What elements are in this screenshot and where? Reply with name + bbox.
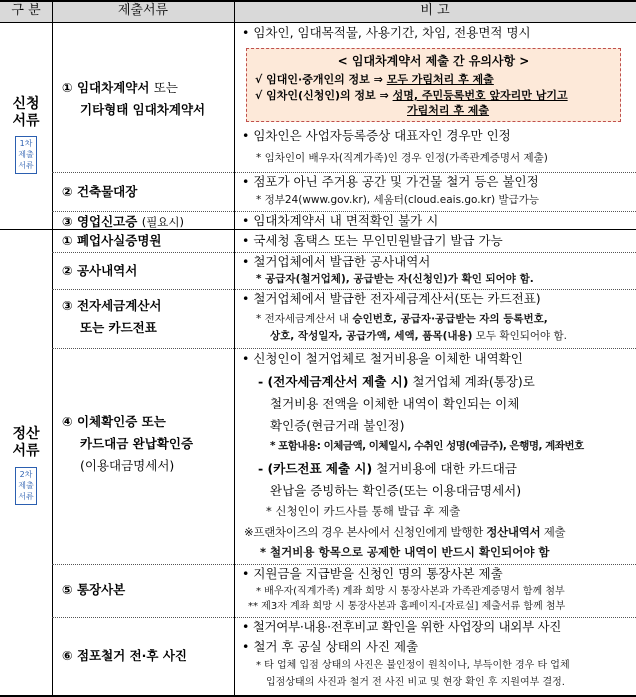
- doc-card-receipt: 또는 카드전표: [80, 320, 157, 335]
- section-label-settle: 정산 서류: [12, 426, 40, 459]
- remark-transfer-no-cash: 확인증(현금거래 불인정): [270, 418, 405, 433]
- notice-title: < 임대차계약서 제출 간 유의사항 >: [337, 54, 530, 68]
- remark-photos-exception-cont: 입점상태의 사진과 철거 전 사진 비교 및 현장 확인 후 지원여부 결정.: [266, 677, 565, 688]
- remark-photos-exception: * 타 업체 입점 상태의 사진은 불인정이 원칙이나, 부득이한 경우 타 업체: [256, 660, 570, 671]
- remark-building-issuance: * 정부24(www.gov.kr), 세움터(cloud.eais.go.kr) 발급가능: [256, 194, 540, 206]
- remark-bankbook: • 지원금을 지급받을 신청인 명의 통장사본 제출: [242, 566, 503, 581]
- remark-card-payment-proof: 완납을 증빙하는 확인증(또는 이용대금명세서): [270, 483, 522, 498]
- doc-business-permit: ③ 영업신고증 (필요시): [62, 214, 185, 229]
- doc-closure-certificate: ① 폐업사실증명원: [62, 233, 162, 248]
- badge-second-submission: 2차 제출 서류: [15, 467, 37, 505]
- row-divider: [52, 211, 636, 212]
- header-remarks: 비 고: [234, 0, 636, 22]
- table-border-top: [0, 0, 636, 2]
- remark-permit-condition: • 임대차계약서 내 면적확인 불가 시: [242, 213, 439, 228]
- remark-lease-required-items: • 임차인, 임대목적물, 사용기간, 차임, 전용면적 명시: [242, 25, 531, 40]
- doc-tax-invoice: ③ 전자세금계산서: [62, 298, 162, 313]
- remark-transfer-full-amount: 철거비용 전액을 이체한 내역이 확인되는 이체: [270, 396, 520, 411]
- doc-lease-contract: ① 임대차계약서 또는: [62, 80, 178, 95]
- remark-transfer-included-fields: * 포함내용: 이체금액, 이체일시, 수취인 성명(예금주), 은행명, 계좌번호: [270, 440, 584, 452]
- doc-lease-contract-alt: 기타형태 임대차계약서: [80, 102, 206, 117]
- notice-tenant-info: √ 임차인(신청인)의 정보 ⇒ 성명, 주민등록번호 앞자리만 남기고: [255, 89, 568, 102]
- remark-work-statement: • 철거업체에서 발급한 공사내역서: [242, 254, 431, 269]
- remark-card-issuance: * 신청인이 카드사를 통해 발급 후 제출: [266, 504, 461, 518]
- remark-franchise-note: * 철거비용 항목으로 공제한 내역이 반드시 확인되어야 함: [260, 545, 550, 559]
- remark-bankbook-spouse: * 배우자(직계가족) 계좌 희망 시 통장사본과 가족관계증명서 함께 첨부: [256, 586, 565, 597]
- row-divider: [52, 172, 636, 173]
- row-divider: [52, 289, 636, 290]
- doc-building-register: ② 건축물대장: [62, 184, 138, 199]
- doc-card-statement: (이용대금명세서): [80, 458, 175, 473]
- remark-tax-invoice-fields-cont: 상호, 작성일자, 공급가액, 세액, 품목(내용) 모두 확인되어야 함.: [270, 330, 567, 342]
- remark-transfer-check: • 신청인이 철거업체로 철거비용을 이체한 내역확인: [242, 351, 523, 366]
- remark-photos-vacant: • 철거 후 공실 상태의 사진 제출: [242, 639, 419, 654]
- remark-franchise: ※프랜차이즈의 경우 본사에서 신청인에게 발행한 정산내역서 제출: [244, 525, 566, 539]
- remark-photos-purpose: • 철거여부·내용·전후비교 확인을 위한 사업장의 내외부 사진: [242, 619, 562, 634]
- remark-tax-invoice: • 철거업체에서 발급한 전자세금계산서(또는 카드전표): [242, 291, 541, 306]
- doc-transfer-confirmation: ④ 이체확인증 또는: [62, 414, 166, 429]
- doc-work-statement: ② 공사내역서: [62, 263, 138, 278]
- badge-first-submission: 1차 제출 서류: [15, 136, 37, 174]
- row-divider: [52, 617, 636, 618]
- remark-bankbook-third-party: ** 제3자 계좌 희망 시 통장사본과 홈페이지-[자료실] 제출서류 함께 첨부: [248, 601, 566, 612]
- row-divider: [52, 348, 636, 349]
- doc-card-payment-confirmation: 카드대금 완납확인증: [80, 436, 194, 451]
- doc-bankbook-copy: ⑤ 통장사본: [62, 582, 126, 597]
- row-divider: [52, 252, 636, 253]
- remark-transfer-taxinvoice-case: - (전자세금계산서 제출 시) 철거업체 계좌(통장)로: [258, 374, 535, 389]
- remark-tenant-spouse: * 임차인이 배우자(직계가족)인 경우 인정(가족관계증명서 제출): [256, 152, 548, 164]
- row-divider: [52, 564, 636, 565]
- header-divider: [0, 22, 636, 23]
- notice-box: [246, 48, 621, 122]
- remark-closure-issuance: • 국세청 홈택스 또는 무인민원발급기 발급 가능: [242, 233, 503, 248]
- remark-tax-invoice-fields: * 전자세금계산서 내 승인번호, 공급자·공급받는 자의 등록번호,: [256, 313, 548, 325]
- header-documents: 제출서류: [52, 0, 234, 22]
- remark-building-exclusion: • 점포가 아닌 주거용 공간 및 가건물 철거 등은 불인정: [242, 174, 539, 189]
- section-label-apply: 신청 서류: [12, 96, 40, 129]
- remark-transfer-card-case: - (카드전표 제출 시) 철거비용에 대한 카드대금: [258, 461, 517, 476]
- doc-demolition-photos: ⑥ 점포철거 전·후 사진: [62, 648, 188, 663]
- header-category: 구 분: [0, 0, 52, 22]
- remark-work-statement-note: * 공급자(철거업체), 공급받는 자(신청인)가 확인 되어야 함.: [256, 273, 534, 285]
- notice-tenant-info-cont: 가림처리 후 제출: [407, 104, 490, 117]
- notice-landlord-info: √ 임대인·중개인의 정보 ⇒ 모두 가림처리 후 제출: [255, 73, 494, 86]
- remark-tenant-representative: • 임차인은 사업자등록증상 대표자인 경우만 인정: [242, 128, 511, 143]
